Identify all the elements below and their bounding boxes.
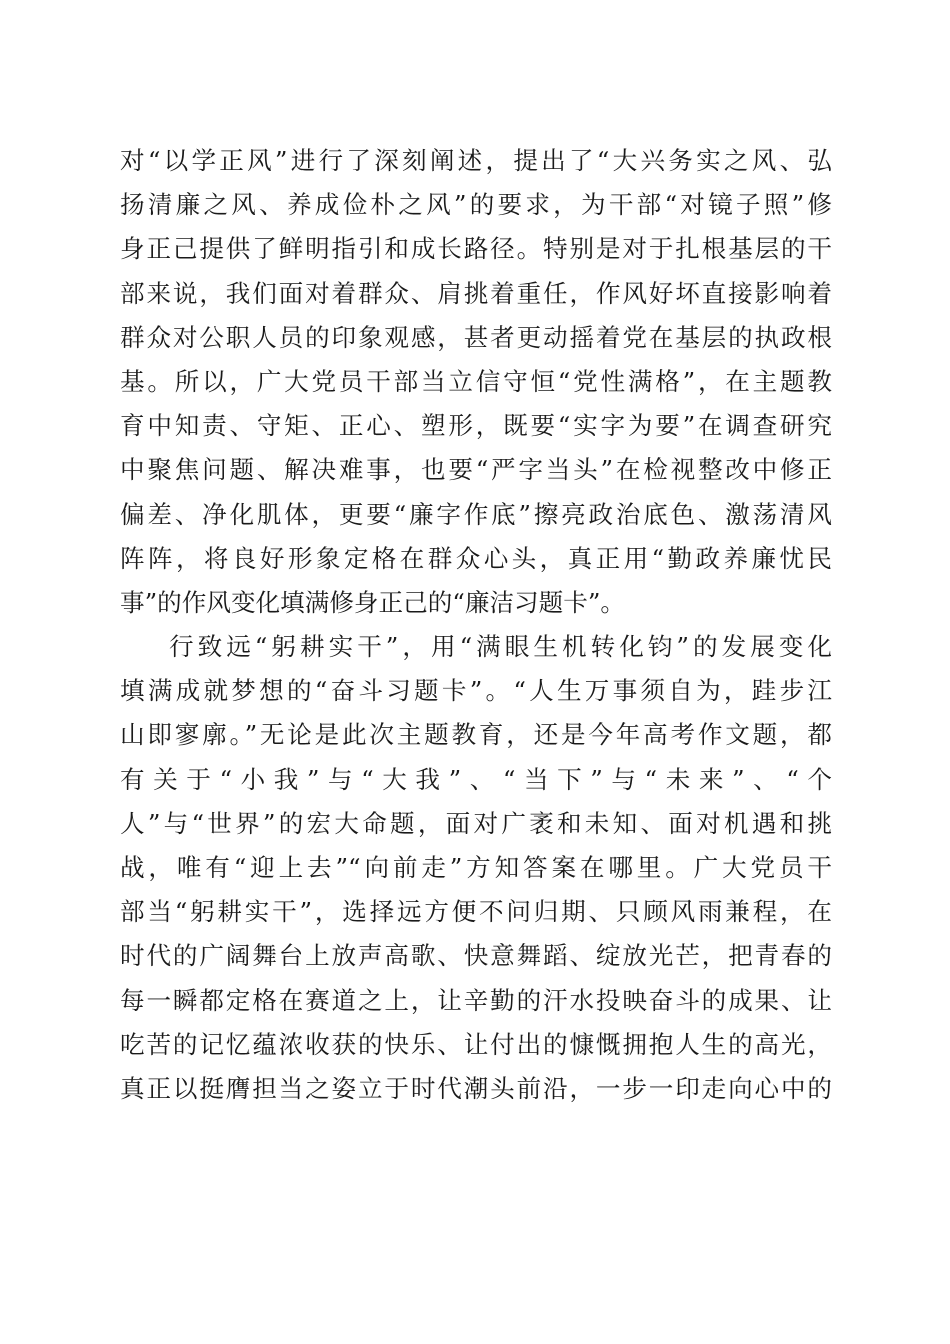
text-line: 战，唯有“迎上去”“向前走”方知答案在哪里。广大党员干 xyxy=(120,853,832,882)
text-line: 每一瞬都定格在赛道之上，让辛勤的汗水投映奋斗的成果、让 xyxy=(120,985,832,1015)
text-line: 部当“躬耕实干”，选择远方便不问归期、只顾风雨兼程，在 xyxy=(120,897,832,927)
text-line: 部来说，我们面对着群众、肩挑着重任，作风好坏直接影响着 xyxy=(120,278,832,308)
text-line: 对“以学正风”进行了深刻阐述，提出了“大兴务实之风、弘 xyxy=(120,146,832,175)
text-line: 中聚焦问题、解决难事，也要“严字当头”在检视整改中修正 xyxy=(120,455,832,485)
text-line: 扬清廉之风、养成俭朴之风”的要求，为干部“对镜子照”修 xyxy=(120,190,832,220)
document-body xyxy=(120,139,832,1111)
text-line: 人”与“世界”的宏大命题，面对广袤和未知、面对机遇和挑 xyxy=(120,808,832,838)
text-line: 阵阵，将良好形象定格在群众心头，真正用“勤政养廉忧民 xyxy=(120,543,832,573)
paragraph-1 xyxy=(120,139,832,625)
text-line: 事”的作风变化填满修身正己的“廉洁习题卡”。 xyxy=(120,587,626,617)
text-line: 时代的广阔舞台上放声高歌、快意舞蹈、绽放光芒，把青春的 xyxy=(120,941,832,971)
text-line: 山即寥廓。”无论是此次主题教育，还是今年高考作文题，都 xyxy=(120,720,832,750)
text-line: 真正以挺膺担当之姿立于时代潮头前沿，一步一印走向心中的 xyxy=(120,1073,832,1103)
text-line: 身正己提供了鲜明指引和成长路径。特别是对于扎根基层的干 xyxy=(120,234,832,264)
text-line: 吃苦的记忆蕴浓收获的快乐、让付出的慷慨拥抱人生的高光， xyxy=(120,1029,832,1059)
text-line: 行致远“躬耕实干”，用“满眼生机转化钧”的发展变化 xyxy=(169,632,832,662)
text-line: 育中知责、守矩、正心、塑形，既要“实字为要”在调查研究 xyxy=(120,411,832,441)
paragraph-2 xyxy=(120,625,832,1111)
text-line: 有关于“小我”与“大我”、“当下”与“未来”、“个 xyxy=(120,764,832,794)
text-line: 偏差、净化肌体，更要“廉字作底”擦亮政治底色、激荡清风 xyxy=(120,499,832,529)
text-line: 填满成就梦想的“奋斗习题卡”。“人生万事须自为，跬步江 xyxy=(120,676,832,706)
text-line: 基。所以，广大党员干部当立信守恒“党性满格”，在主题教 xyxy=(120,366,832,396)
text-line: 群众对公职人员的印象观感，甚者更动摇着党在基层的执政根 xyxy=(120,322,832,352)
